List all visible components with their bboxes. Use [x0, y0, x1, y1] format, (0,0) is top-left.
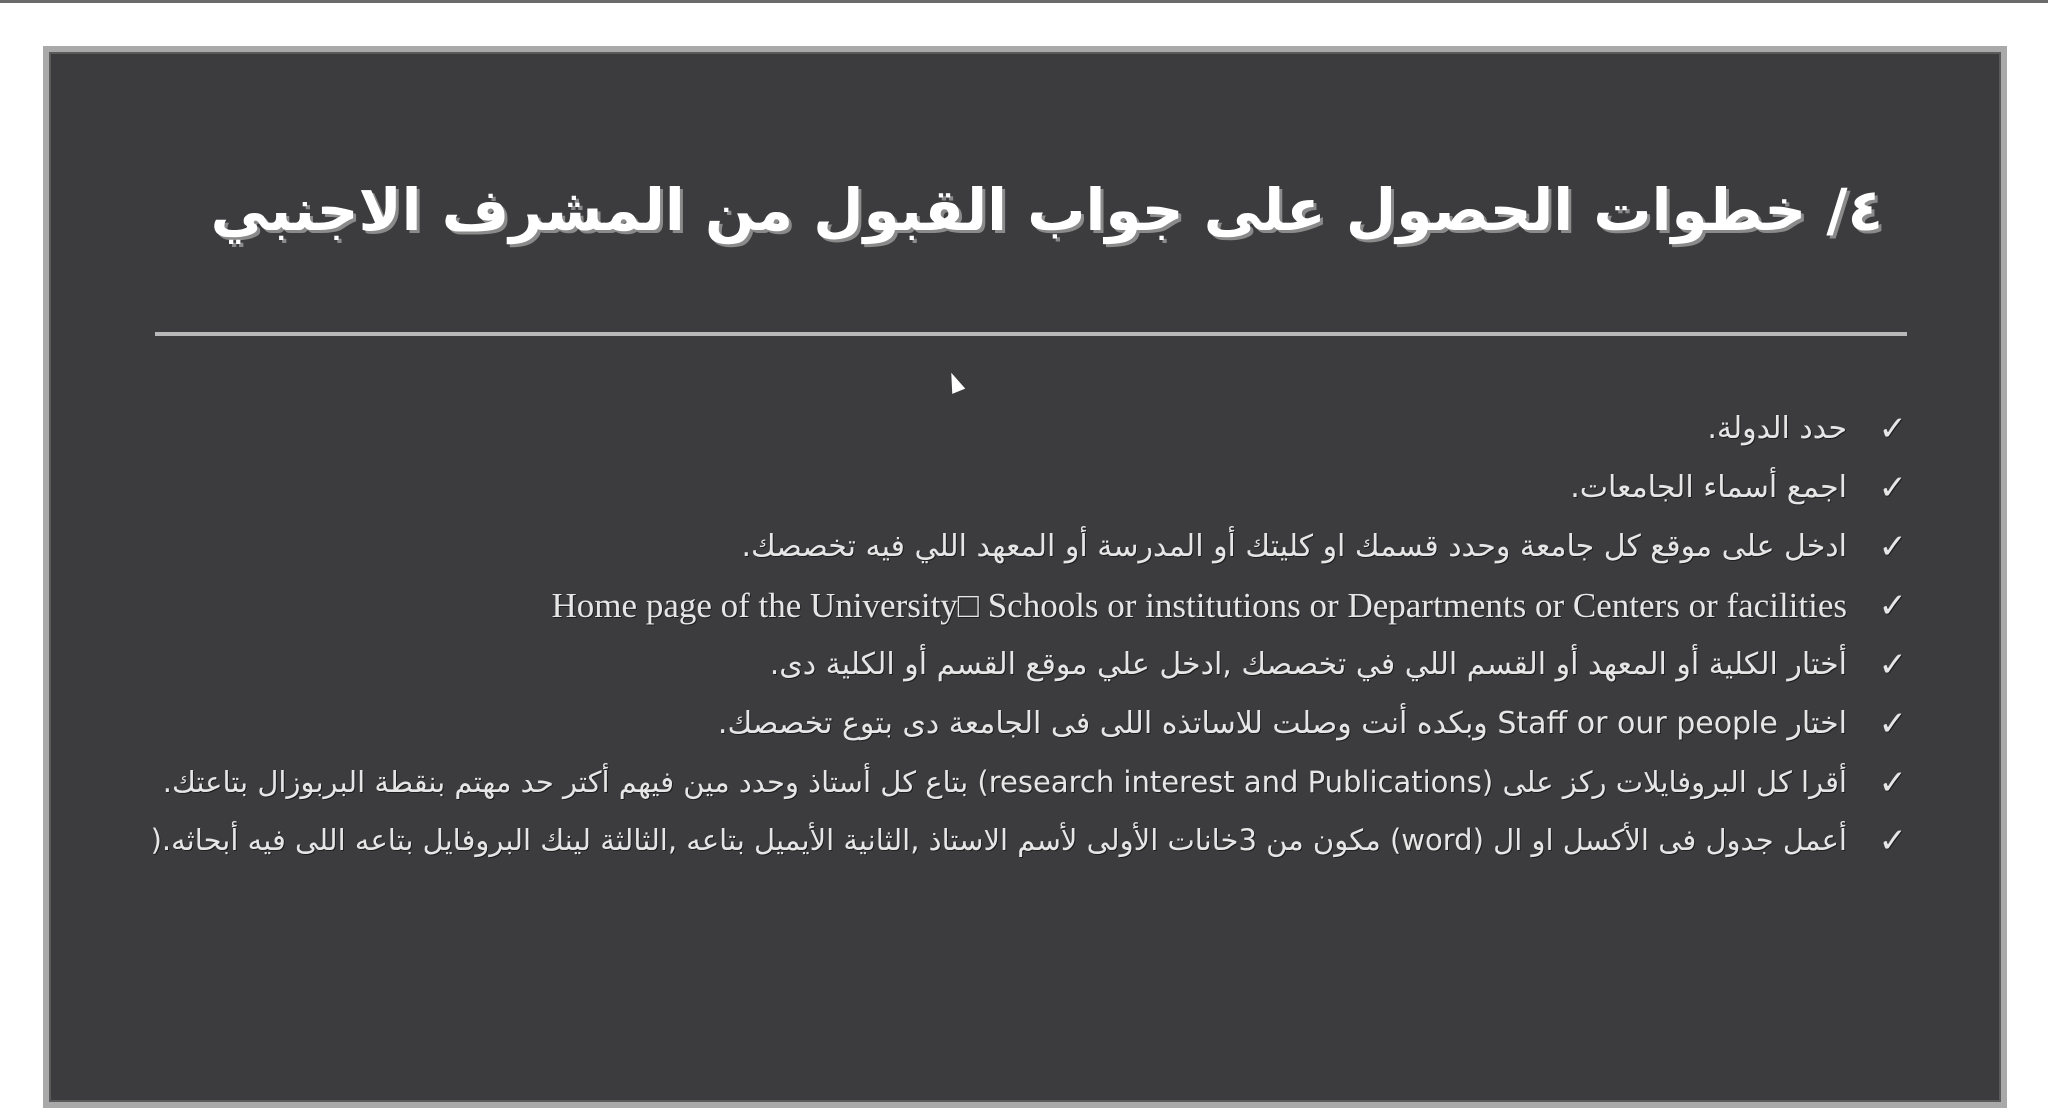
bullet-text: ادخل على موقع كل جامعة وحدد قسمك او كليتك أو المدرسة أو المعهد اللي فيه تخصصك.	[741, 529, 1847, 564]
presentation-slide	[43, 46, 2007, 1108]
bullet-list	[109, 406, 1921, 876]
bullet-text: أقرا كل البروفايلات ركز على (research interest and Publications) بتاع كل أستاذ وحدد مين فيهم أكتر حد مهتم بنقطة البربوزال بتاعتك.	[162, 765, 1847, 799]
check-icon: ✓	[1878, 763, 1907, 803]
check-icon: ✓	[1878, 527, 1907, 567]
check-icon: ✓	[1878, 704, 1907, 744]
bullet-item	[109, 818, 1921, 862]
bullet-item	[109, 406, 1921, 451]
title-divider	[155, 332, 1907, 336]
bullet-item	[109, 760, 1921, 804]
check-icon: ✓	[1878, 468, 1907, 508]
check-icon: ✓	[1878, 586, 1907, 626]
bullet-item	[109, 701, 1921, 746]
bullet-item	[109, 524, 1921, 569]
check-icon: ✓	[1878, 409, 1907, 449]
bullet-text: اجمع أسماء الجامعات.	[1570, 470, 1847, 505]
bullet-text: حدد الدولة.	[1707, 411, 1847, 446]
slide-title: ٤/ خطوات الحصول على جواب القبول من المشرف الاجنبي	[210, 176, 1883, 244]
check-icon: ✓	[1878, 645, 1907, 685]
bullet-text: اختار Staff or our people وبكده أنت وصلت للاساتذه اللى فى الجامعة دى بتوع تخصصك.	[717, 706, 1847, 741]
bullet-item	[109, 642, 1921, 687]
bullet-item	[109, 465, 1921, 510]
top-divider	[0, 0, 2048, 3]
check-icon: ✓	[1878, 821, 1907, 861]
bullet-text: Home page of the University□ Schools or institutions or Departments or Centers or facilities	[551, 586, 1847, 625]
bullet-text: أعمل جدول فى الأكسل او ال (word) مكون من 3خانات الأولى لأسم الاستاذ ,الثانية الأيميل بتاعه ,الثالثة لينك البروفايل بتاعه اللى فيه أبحاثه.(	[150, 823, 1847, 857]
bullet-text: أختار الكلية أو المعهد أو القسم اللي في تخصصك ,ادخل علي موقع القسم أو الكلية دى.	[769, 647, 1847, 682]
bullet-item	[109, 583, 1921, 628]
